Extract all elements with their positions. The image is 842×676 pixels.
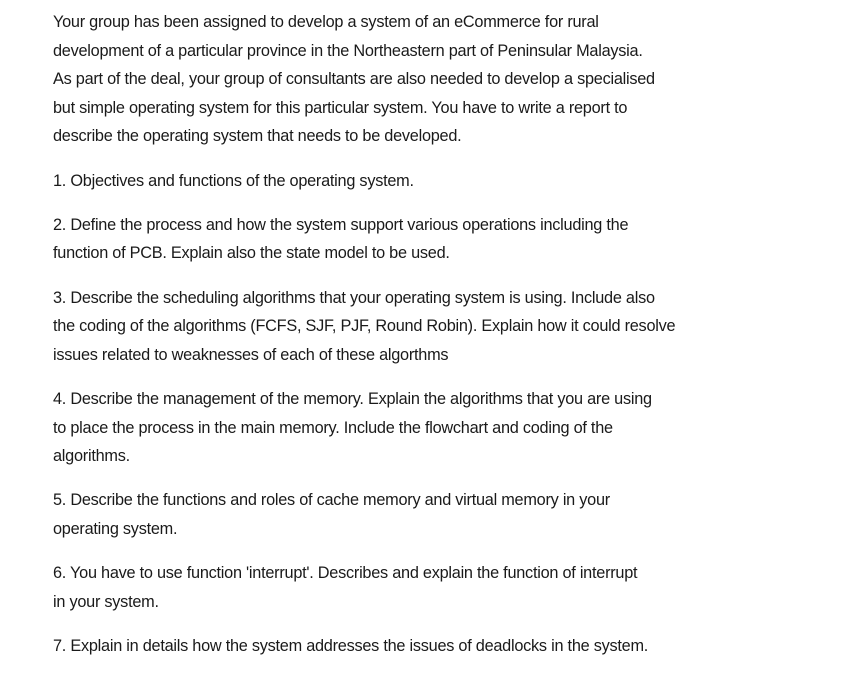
- text-line: 7. Explain in details how the system addresses the issues of deadlocks in the system.: [53, 636, 649, 655]
- item-1-objectives: [53, 167, 833, 196]
- item-3-scheduling: [53, 284, 833, 370]
- item-4-memory: [53, 385, 833, 471]
- text-line: Your group has been assigned to develop a system of an eCommerce for rural: [53, 13, 599, 31]
- text-line: issues related to weaknesses of each of these algorthms: [53, 345, 449, 364]
- text-line: the coding of the algorithms (FCFS, SJF, PJF, Round Robin). Explain how it could resolve: [53, 317, 676, 336]
- text-line: but simple operating system for this particular system. You have to write a report to: [53, 98, 628, 117]
- item-6-interrupt: [53, 559, 833, 616]
- text-line: describe the operating system that needs to be developed.: [53, 127, 462, 146]
- text-line: 2. Define the process and how the system support various operations including the: [53, 215, 629, 234]
- text-line: operating system.: [53, 519, 178, 538]
- text-line: in your system.: [53, 592, 159, 611]
- text-line: function of PCB. Explain also the state model to be used.: [53, 244, 450, 263]
- text-line: algorithms.: [53, 447, 130, 466]
- item-7-deadlocks: [53, 632, 833, 661]
- text-line: development of a particular province in the Northeastern part of Peninsular Malaysia.: [53, 41, 643, 60]
- text-line: to place the process in the main memory. Include the flowchart and coding of the: [53, 418, 613, 437]
- text-line: 6. You have to use function 'interrupt'. Describes and explain the function of interrupt: [53, 564, 638, 583]
- item-5-cache-virtual-memory: [53, 486, 833, 543]
- text-line: 1. Objectives and functions of the operating system.: [53, 171, 414, 190]
- text-line: As part of the deal, your group of consultants are also needed to develop a specialised: [53, 70, 655, 89]
- intro-paragraph: [53, 8, 833, 151]
- text-line: 3. Describe the scheduling algorithms that your operating system is using. Include also: [53, 288, 655, 307]
- text-line: 5. Describe the functions and roles of cache memory and virtual memory in your: [53, 491, 610, 510]
- text-line: 4. Describe the management of the memory. Explain the algorithms that you are using: [53, 389, 652, 408]
- document-body: [53, 8, 833, 676]
- item-2-process-pcb: [53, 211, 833, 268]
